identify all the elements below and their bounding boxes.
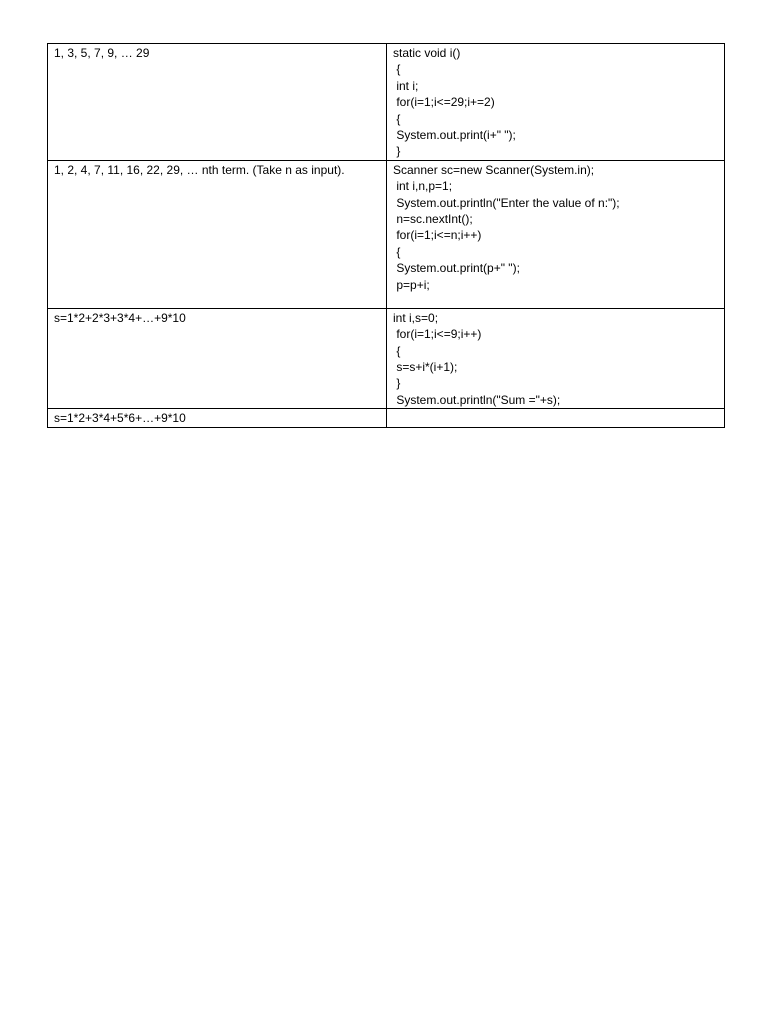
code-line: { (393, 111, 401, 126)
question-cell (48, 160, 387, 308)
code-line: Scanner sc=new Scanner(System.in); (393, 162, 595, 177)
code-line: n=sc.nextInt(); (393, 212, 473, 227)
code-cell (387, 409, 725, 427)
code-line: for(i=1;i<=9;i++) (393, 327, 482, 342)
question-text: 1, 2, 4, 7, 11, 16, 22, 29, … nth term. (Take n as input). (54, 162, 345, 177)
code-line: s=s+i*(i+1); (393, 360, 458, 375)
code-line: } (393, 144, 401, 159)
code-cell (387, 160, 725, 308)
table-row (48, 409, 725, 427)
code-line: System.out.println("Enter the value of n:"); (393, 195, 620, 210)
code-line: { (393, 244, 401, 259)
code-line: int i; (393, 78, 419, 93)
code-line: p=p+i; (393, 277, 430, 292)
exercise-table (47, 43, 725, 428)
code-line: } (393, 376, 401, 391)
question-text: 1, 3, 5, 7, 9, … 29 (54, 46, 150, 60)
code-line: for(i=1;i<=29;i+=2) (393, 95, 495, 110)
code-line: System.out.println("Sum ="+s); (393, 392, 561, 407)
code-line: int i,n,p=1; (393, 179, 453, 194)
code-cell (387, 308, 725, 408)
code-line: int i,s=0; (393, 310, 439, 325)
code-line: static void i() (393, 46, 461, 60)
table-row (48, 160, 725, 308)
code-line: System.out.print(p+" "); (393, 261, 520, 276)
code-line: { (393, 62, 401, 77)
code-line: System.out.print(i+" "); (393, 128, 516, 143)
question-cell (48, 44, 387, 161)
code-line: { (393, 343, 401, 358)
question-text: s=1*2+2*3+3*4+…+9*10 (54, 310, 186, 325)
code-cell (387, 44, 725, 161)
question-text: s=1*2+3*4+5*6+…+9*10 (54, 411, 186, 426)
table-row (48, 44, 725, 161)
question-cell (48, 409, 387, 427)
code-line: for(i=1;i<=n;i++) (393, 228, 482, 243)
question-cell (48, 308, 387, 408)
table-row (48, 308, 725, 408)
